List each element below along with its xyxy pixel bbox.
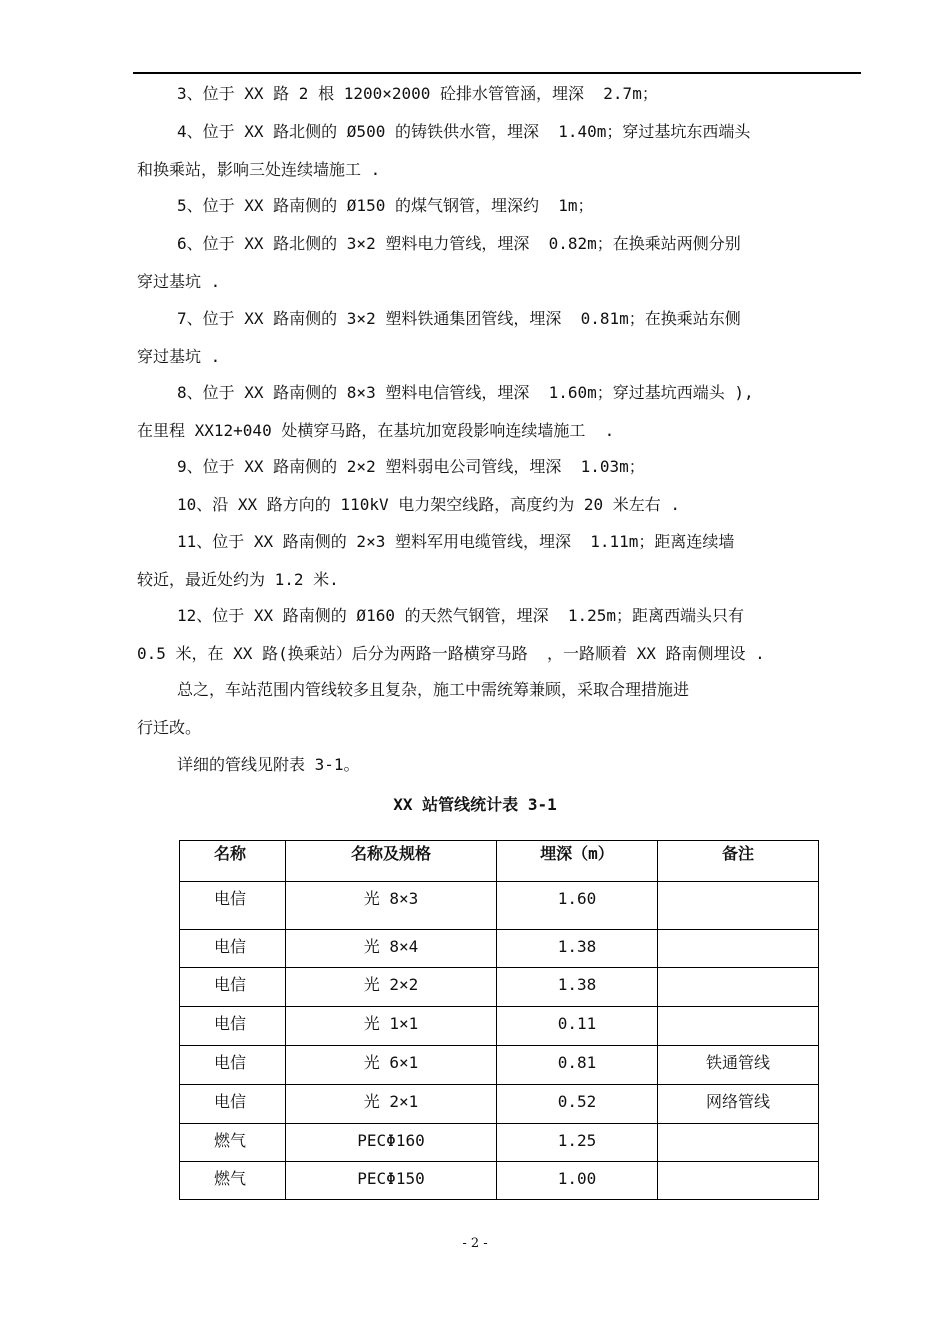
paragraph: [137, 448, 853, 486]
paragraph-line: 12、位于 XX 路南侧的 Ø160 的天然气钢管，埋深 1.25m；距离西端头只有: [177, 606, 745, 625]
table-body: [180, 882, 819, 1200]
paragraph-line: 0.5 米，在 XX 路(换乘站）后分为两路一路横穿马路 ，一路顺着 XX 路南侧埋设 .: [137, 644, 765, 663]
cell-remark: 网络管线: [658, 1085, 819, 1124]
table-row: [180, 1007, 819, 1046]
cell-name: 电信: [180, 968, 286, 1007]
paragraph-line: 较近，最近处约为 1.2 米.: [137, 570, 339, 589]
cell-depth: 1.38: [497, 968, 658, 1007]
table-title: XX 站管线统计表 3-1: [393, 795, 557, 814]
col-header-remark: 备注: [658, 841, 819, 882]
paragraph-line: 穿过基坑 .: [137, 347, 221, 366]
paragraph-line: 5、位于 XX 路南侧的 Ø150 的煤气钢管，埋深约 1m；: [177, 196, 594, 215]
paragraph: [137, 75, 853, 113]
cell-remark: 铁通管线: [658, 1046, 819, 1085]
page-number: - 2 -: [462, 1236, 488, 1251]
cell-depth: 1.38: [497, 930, 658, 968]
paragraph-line: 穿过基坑 .: [137, 272, 221, 291]
cell-spec: 光 1×1: [286, 1007, 497, 1046]
paragraph-line: 行迁改。: [137, 718, 202, 737]
cell-depth: 0.52: [497, 1085, 658, 1124]
cell-depth: 1.25: [497, 1124, 658, 1162]
table-row: [180, 1085, 819, 1124]
paragraph: [137, 523, 853, 599]
table-row: [180, 882, 819, 930]
table-row: [180, 1046, 819, 1085]
header-rule: [133, 72, 861, 74]
paragraph: [137, 486, 853, 524]
cell-remark: [658, 968, 819, 1007]
paragraph: [137, 374, 853, 450]
paragraph-line: 总之，车站范围内管线较多且复杂，施工中需统筹兼顾，采取合理措施进: [177, 680, 690, 699]
pipeline-table: [179, 840, 819, 1200]
cell-depth: 0.81: [497, 1046, 658, 1085]
col-header-name: 名称: [180, 841, 286, 882]
col-header-depth: 埋深（m）: [497, 841, 658, 882]
paragraph: [137, 597, 853, 673]
cell-spec: 光 8×3: [286, 882, 497, 930]
paragraph-line: 在里程 XX12+040 处横穿马路，在基坑加宽段影响连续墙施工 .: [137, 421, 615, 440]
cell-name: 燃气: [180, 1162, 286, 1200]
paragraph: [137, 187, 853, 225]
paragraph-line: 4、位于 XX 路北侧的 Ø500 的铸铁供水管，埋深 1.40m；穿过基坑东西端头: [177, 122, 751, 141]
cell-remark: [658, 930, 819, 968]
paragraph-line: 6、位于 XX 路北侧的 3×2 塑料电力管线，埋深 0.82m；在换乘站两侧分别: [177, 234, 741, 253]
table-row: [180, 968, 819, 1007]
cell-remark: [658, 1007, 819, 1046]
table-row: [180, 1162, 819, 1200]
paragraph-line: 3、位于 XX 路 2 根 1200×2000 砼排水管管涵，埋深 2.7m；: [177, 84, 658, 103]
paragraph-line: 11、位于 XX 路南侧的 2×3 塑料军用电缆管线，埋深 1.11m；距离连续墙: [177, 532, 735, 551]
paragraph-line: 10、沿 XX 路方向的 110kV 电力架空线路，高度约为 20 米左右 .: [177, 495, 681, 514]
paragraph-line: 详细的管线见附表 3-1。: [177, 755, 360, 774]
cell-remark: [658, 882, 819, 930]
cell-name: 电信: [180, 882, 286, 930]
cell-name: 电信: [180, 1046, 286, 1085]
cell-name: 燃气: [180, 1124, 286, 1162]
paragraph: [137, 300, 853, 376]
cell-name: 电信: [180, 1085, 286, 1124]
cell-spec: 光 8×4: [286, 930, 497, 968]
cell-depth: 0.11: [497, 1007, 658, 1046]
paragraph: [137, 225, 853, 301]
paragraph-line: 7、位于 XX 路南侧的 3×2 塑料铁通集团管线，埋深 0.81m；在换乘站东侧: [177, 309, 741, 328]
cell-remark: [658, 1124, 819, 1162]
cell-spec: 光 2×1: [286, 1085, 497, 1124]
paragraph-line: 和换乘站，影响三处连续墙施工 .: [137, 160, 381, 179]
table-row: [180, 1124, 819, 1162]
cell-name: 电信: [180, 1007, 286, 1046]
paragraph-line: 9、位于 XX 路南侧的 2×2 塑料弱电公司管线，埋深 1.03m；: [177, 457, 645, 476]
table-row: [180, 930, 819, 968]
paragraph-line: 8、位于 XX 路南侧的 8×3 塑料电信管线，埋深 1.60m；穿过基坑西端头 ),: [177, 383, 754, 402]
cell-depth: 1.60: [497, 882, 658, 930]
cell-spec: PECΦ150: [286, 1162, 497, 1200]
col-header-spec: 名称及规格: [286, 841, 497, 882]
cell-depth: 1.00: [497, 1162, 658, 1200]
paragraph: [137, 746, 853, 784]
cell-spec: 光 2×2: [286, 968, 497, 1007]
cell-remark: [658, 1162, 819, 1200]
cell-spec: PECΦ160: [286, 1124, 497, 1162]
table-header-row: [180, 841, 819, 882]
cell-spec: 光 6×1: [286, 1046, 497, 1085]
paragraph: [137, 113, 853, 189]
paragraph: [137, 671, 853, 747]
cell-name: 电信: [180, 930, 286, 968]
